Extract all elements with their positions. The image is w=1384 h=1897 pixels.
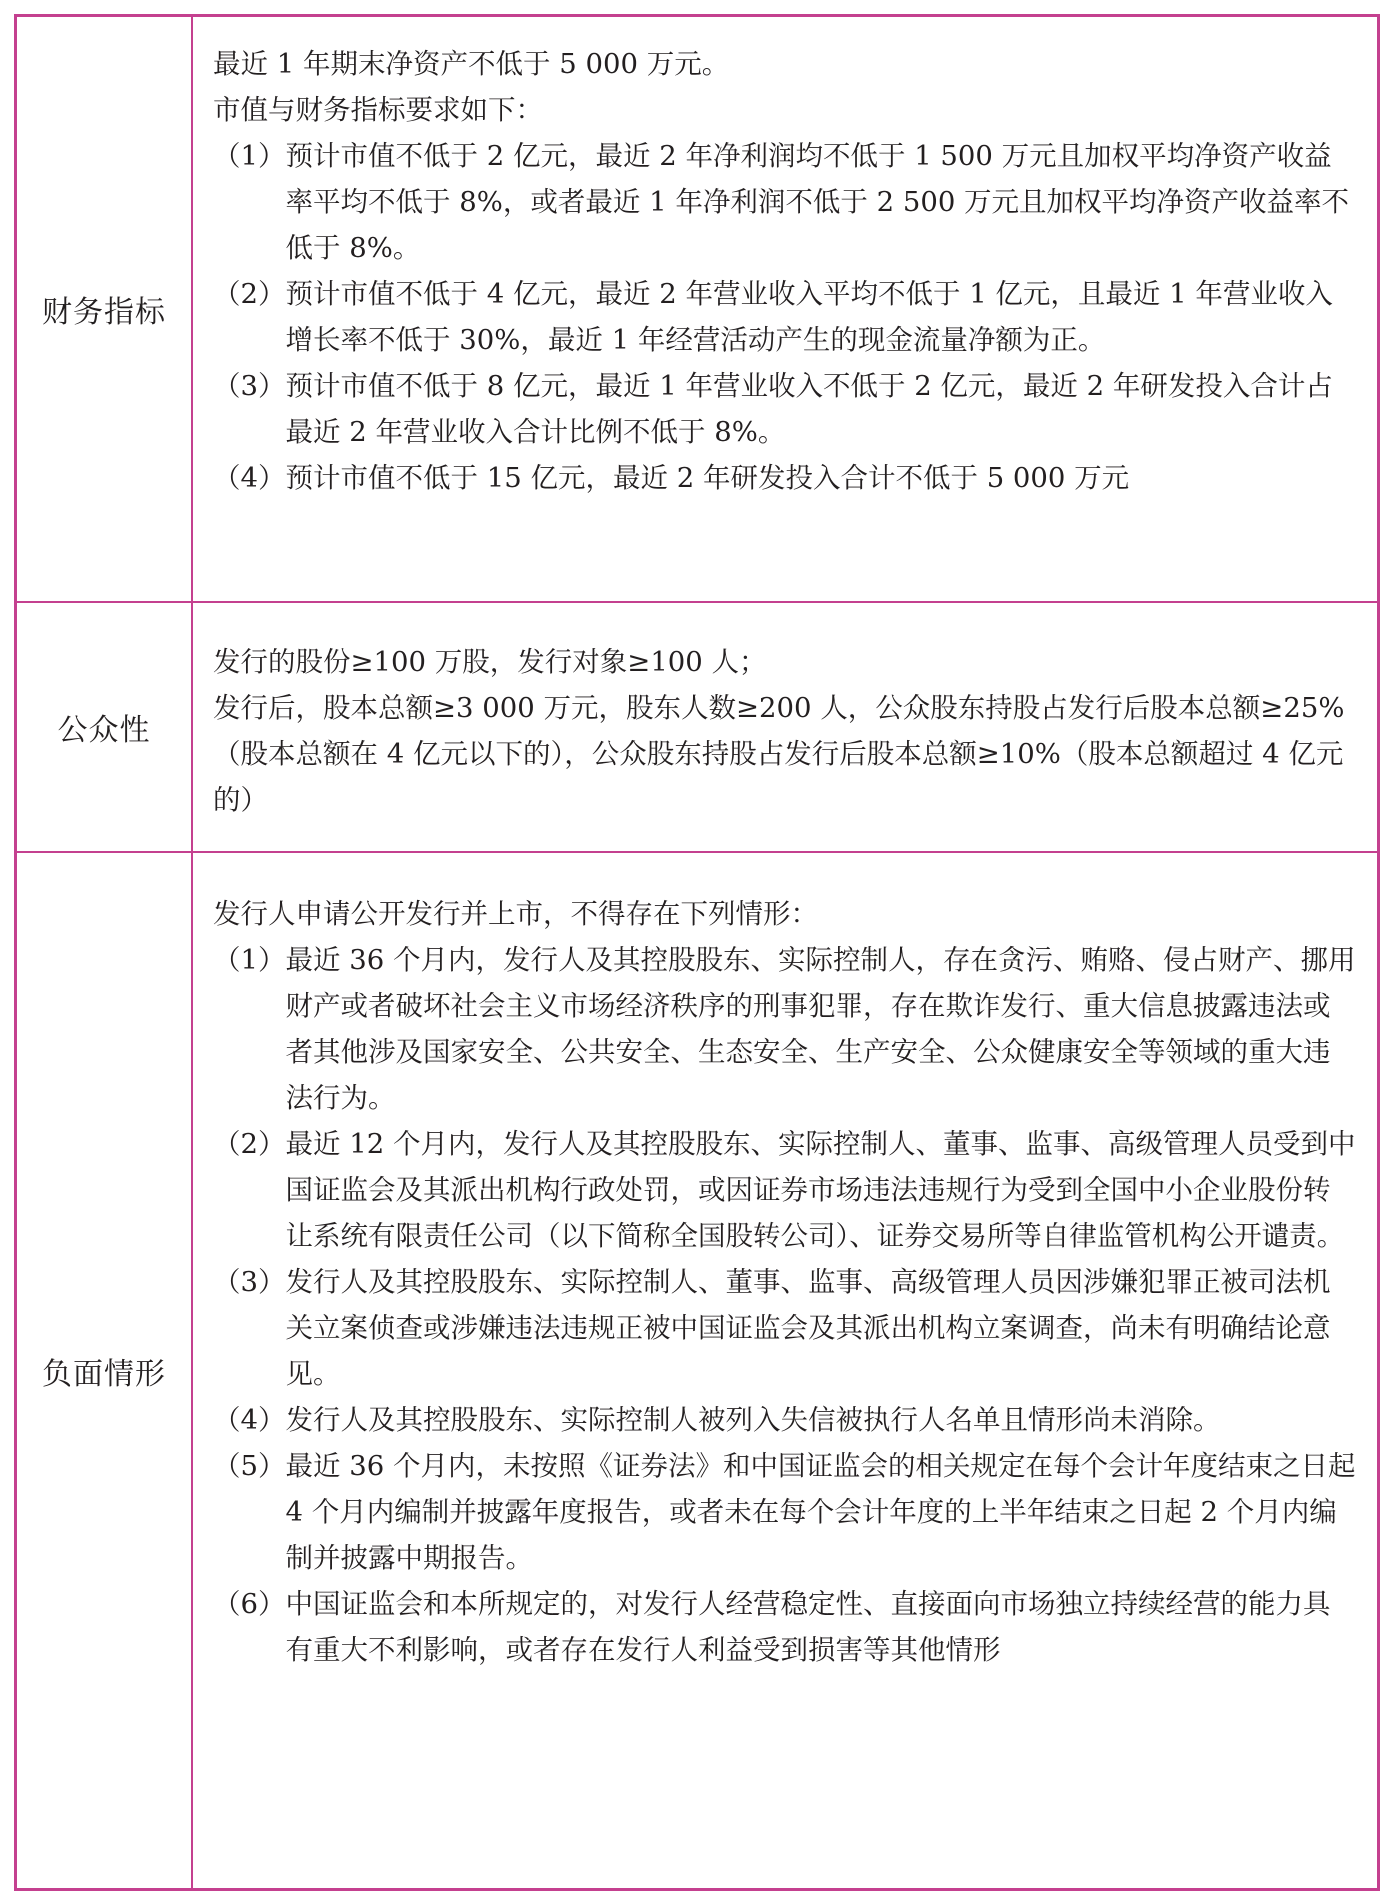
item-text: 最近 36 个月内，发行人及其控股股东、实际控制人，存在贪污、贿赂、侵占财产、挪用财产或者破坏社会主义市场经济秩序的刑事犯罪，存在欺诈发行、重大信息披露违法或者其他涉及国家安全、公共安全、生态安全、生产安全、公众健康安全等领域的重大违法行为。 xyxy=(285,944,1356,1114)
intro-line: 发行的股份≥100 万股，发行对象≥100 人； xyxy=(213,646,767,678)
item-number: （2） xyxy=(213,278,286,310)
intro-line: 市值与财务指标要求如下： xyxy=(213,94,543,126)
list-item xyxy=(213,1121,1357,1259)
item-text: 预计市值不低于 15 亿元，最近 2 年研发投入合计不低于 5 000 万元 xyxy=(285,462,1130,494)
item-number: （4） xyxy=(213,462,286,494)
list-item xyxy=(213,271,1357,363)
row-label-text: 公众性 xyxy=(57,713,151,748)
item-number: （4） xyxy=(213,1404,286,1436)
list-item xyxy=(213,1581,1357,1673)
row-content-public xyxy=(193,603,1377,853)
row-label-negative xyxy=(17,853,193,1888)
list-item xyxy=(213,455,1357,501)
list-item xyxy=(213,937,1357,1121)
item-number: （3） xyxy=(213,370,286,402)
list-item xyxy=(213,1443,1357,1581)
item-number: （2） xyxy=(213,1128,286,1160)
item-text: 最近 12 个月内，发行人及其控股股东、实际控制人、董事、监事、高级管理人员受到中国证监会及其派出机构行政处罚，或因证券市场违法违规行为受到全国中小企业股份转让系统有限责任公司（以下简称全国股转公司）、证券交易所等自律监管机构公开谴责。 xyxy=(285,1128,1356,1252)
intro-line: 发行人申请公开发行并上市，不得存在下列情形： xyxy=(213,898,818,930)
item-number: （1） xyxy=(213,944,286,976)
item-text: 最近 36 个月内，未按照《证券法》和中国证监会的相关规定在每个会计年度结束之日起 4 个月内编制并披露年度报告，或者未在每个会计年度的上半年结束之日起 2 个月内编制并披露中期报告。 xyxy=(285,1450,1356,1574)
list-item xyxy=(213,1259,1357,1397)
item-text: 预计市值不低于 8 亿元，最近 1 年营业收入不低于 2 亿元，最近 2 年研发投入合计占最近 2 年营业收入合计比例不低于 8%。 xyxy=(285,370,1333,448)
item-text: 中国证监会和本所规定的，对发行人经营稳定性、直接面向市场独立持续经营的能力具有重大不利影响，或者存在发行人利益受到损害等其他情形 xyxy=(285,1588,1331,1666)
item-number: （5） xyxy=(213,1450,286,1482)
row-label-text: 财务指标 xyxy=(42,295,166,330)
row-label-public xyxy=(17,603,193,853)
item-text: 预计市值不低于 2 亿元，最近 2 年净利润均不低于 1 500 万元且加权平均净资产收益率平均不低于 8%，或者最近 1 年净利润不低于 2 500 万元且加权平均净资产收益率不低于 8%。 xyxy=(285,140,1350,264)
list-item xyxy=(213,133,1357,271)
item-text: 发行人及其控股股东、实际控制人、董事、监事、高级管理人员因涉嫌犯罪正被司法机关立案侦查或涉嫌违法违规正被中国证监会及其派出机构立案调查，尚未有明确结论意见。 xyxy=(285,1266,1331,1390)
item-text: 预计市值不低于 4 亿元，最近 2 年营业收入平均不低于 1 亿元，且最近 1 年营业收入增长率不低于 30%，最近 1 年经营活动产生的现金流量净额为正。 xyxy=(285,278,1333,356)
listing-requirements-table xyxy=(14,14,1380,1891)
list-item xyxy=(213,363,1357,455)
item-number: （3） xyxy=(213,1266,286,1298)
item-text: 发行人及其控股股东、实际控制人被列入失信被执行人名单且情形尚未消除。 xyxy=(285,1404,1221,1436)
row-label-financial xyxy=(17,17,193,603)
row-label-text: 负面情形 xyxy=(42,1356,166,1392)
list-item xyxy=(213,1397,1357,1443)
intro-line: 最近 1 年期末净资产不低于 5 000 万元。 xyxy=(213,48,730,80)
item-number: （6） xyxy=(213,1588,286,1620)
item-number: （1） xyxy=(213,140,286,172)
intro-line: 发行后，股本总额≥3 000 万元，股东人数≥200 人，公众股东持股占发行后股本总额≥25%（股本总额在 4 亿元以下的），公众股东持股占发行后股本总额≥10%（股本总额超过 4 亿元的） xyxy=(213,692,1345,816)
row-content-financial xyxy=(193,17,1377,603)
row-content-negative xyxy=(193,853,1377,1888)
